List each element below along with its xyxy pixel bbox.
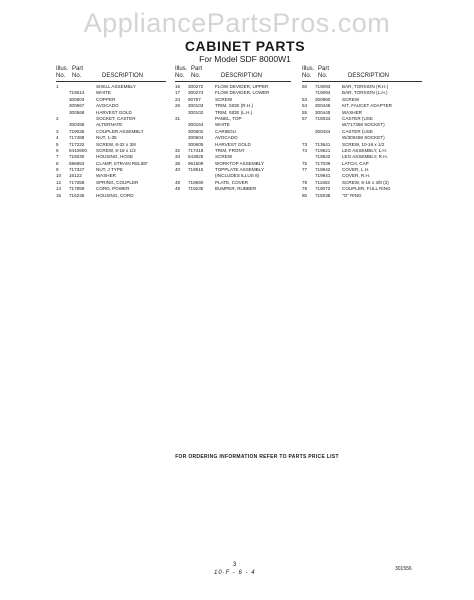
illus-number: 54: [302, 103, 308, 109]
watermark: AppliancePartsPros.com: [83, 8, 391, 38]
illus-number: 14: [56, 186, 62, 192]
parts-row: [175, 186, 291, 192]
part-description: SPRING, COUPLER: [96, 179, 139, 185]
header-no: No.: [302, 73, 312, 79]
header-part: Part: [72, 66, 84, 72]
part-number: 300604: [188, 135, 204, 141]
part-description: COVER, L.H.: [342, 167, 370, 173]
part-number: 300164: [188, 122, 204, 128]
part-number: 90767: [188, 96, 201, 102]
illus-number: 53: [302, 96, 308, 102]
part-number: 718034: [315, 115, 331, 121]
part-number: 300102: [188, 109, 204, 115]
part-description: ALTERNATE: [96, 122, 123, 128]
illus-number: 80: [302, 192, 308, 198]
part-number: 716236: [69, 192, 85, 198]
part-description: TRIM, SIDE (L.H.): [215, 109, 253, 115]
part-number: 961509: [188, 160, 204, 166]
part-number: 719622: [315, 154, 331, 160]
part-number: 543826: [188, 154, 204, 160]
page-title: CABINET PARTS: [184, 38, 306, 54]
part-number: 300458: [69, 122, 85, 128]
part-number: 16122: [69, 173, 82, 179]
part-description: LEG ASSEMBLY, R.H.: [342, 154, 388, 160]
illus-number: 24: [175, 96, 181, 102]
part-description: AVOCADO: [96, 103, 119, 109]
parts-column-3: [302, 66, 422, 199]
illus-number: 31: [175, 115, 181, 121]
part-number: 719614: [69, 90, 85, 96]
header-part-no: No.: [191, 73, 201, 79]
part-description: TRIM, FRONT: [215, 147, 245, 153]
part-number: 300424: [315, 128, 331, 134]
illus-number: 4: [56, 135, 59, 141]
part-description: BUMPER, RUBBER: [215, 186, 257, 192]
part-number: 300567: [69, 103, 85, 109]
part-description: SOCKET, CASTER: [96, 115, 136, 121]
part-description: BAR, TORSION (R.H.): [342, 84, 389, 89]
part-description: AVOCADO: [215, 135, 238, 141]
part-description: WASHER: [96, 173, 116, 179]
part-number: 9410600: [69, 147, 87, 153]
column-header: [175, 66, 291, 81]
part-description: NUT, J TYPE: [96, 167, 123, 173]
illus-number: 1: [56, 84, 59, 89]
illus-number: 8: [56, 160, 59, 166]
part-number: 300602: [188, 128, 204, 134]
part-description: SCREW, 8-18 x 3/8 (3): [342, 179, 389, 185]
part-description: CORD, POWER: [96, 186, 130, 192]
part-number: 719094: [315, 90, 331, 96]
part-number: 300890: [315, 96, 331, 102]
part-number: 300445: [315, 109, 331, 115]
part-number: 715038: [315, 192, 331, 198]
header-part: Part: [318, 66, 330, 72]
part-number: 719072: [315, 186, 331, 192]
part-number: 719941: [315, 173, 331, 179]
illus-number: 79: [302, 186, 308, 192]
column-header: [56, 66, 166, 81]
part-description: SCREW, 10-16 x 1/2: [342, 141, 385, 147]
illus-number: 36: [175, 160, 181, 166]
header-rule: [302, 81, 422, 82]
header-illus: Illus.: [56, 66, 69, 72]
part-number: 300274: [188, 90, 204, 96]
header-no: No.: [175, 73, 185, 79]
part-number: 717327: [69, 167, 85, 173]
illus-number: 10: [56, 173, 62, 179]
part-description: TRIM, SIDE (R.H.): [215, 103, 254, 109]
header-part-no: No.: [72, 73, 82, 79]
part-number: 300603: [69, 96, 85, 102]
part-description: HARVEST GOLD: [215, 141, 251, 147]
illus-number: 16: [175, 84, 181, 89]
part-description: WHITE: [96, 90, 111, 96]
part-description: (INCLUDES ILLUS 8): [215, 173, 260, 179]
part-description: W/300458 SOCKET): [342, 135, 385, 141]
illus-number: 17: [175, 90, 181, 96]
illus-number: 40: [175, 167, 181, 173]
part-description: HOUSING, HOSE: [96, 154, 134, 160]
part-description: HOUSING, CORD: [96, 192, 134, 198]
handwritten-note: 10·F - 6 - 4: [214, 570, 256, 576]
header-illus: Illus.: [302, 66, 315, 72]
parts-row: [56, 193, 166, 199]
illus-number: 9: [56, 167, 59, 173]
illus-number: 6: [56, 147, 59, 153]
part-description: FLOW DEVIDER, LOWER: [215, 90, 270, 96]
header-part: Part: [191, 66, 203, 72]
illus-number: 32: [175, 147, 181, 153]
part-number: 719515: [188, 167, 204, 173]
part-description: COUPLER, FULL RING: [342, 186, 391, 192]
ordering-note: FOR ORDERING INFORMATION REFER TO PARTS PRICE LIST: [175, 454, 339, 460]
part-number: 300568: [69, 109, 85, 115]
part-description: PLATE, COVER: [215, 179, 249, 185]
part-number: 719235: [188, 186, 204, 192]
parts-row: [302, 193, 422, 199]
part-number: 713641: [315, 141, 331, 147]
illus-number: 55: [302, 109, 308, 115]
part-description: SCREW: [215, 154, 233, 160]
part-number: 717358: [69, 179, 85, 185]
part-description: HARVEST GOLD: [96, 109, 132, 115]
illus-number: 34: [175, 154, 181, 160]
part-number: 300446: [315, 103, 331, 109]
part-description: WORKTOP ASSEMBLY: [215, 160, 265, 166]
illus-number: 12: [56, 179, 62, 185]
part-description: FLOW DEVIDER, UPPER: [215, 84, 269, 89]
illus-number: 26: [175, 103, 181, 109]
illus-number: 77: [302, 167, 308, 173]
part-number: 717418: [188, 147, 204, 153]
illus-number: 49: [175, 186, 181, 192]
part-number: 711602: [315, 179, 330, 185]
header-rule: [56, 81, 166, 82]
part-description: SCREW: [215, 96, 233, 102]
part-number: 300272: [188, 84, 204, 89]
header-no: No.: [56, 73, 66, 79]
illus-number: 7: [56, 154, 59, 160]
illus-number: 3: [56, 128, 59, 134]
illus-number: 5: [56, 141, 59, 147]
part-description: CLAMP, STRAIN RELIEF: [96, 160, 148, 166]
part-description: WHITE: [215, 122, 230, 128]
part-description: BAR, TORSION (L.H.): [342, 90, 388, 96]
page-number: 3: [233, 562, 237, 568]
illus-number: 73: [302, 141, 308, 147]
header-description: DESCRIPTION: [102, 73, 144, 79]
column-header: [302, 66, 422, 81]
illus-number: 50: [302, 84, 308, 89]
parts-column-2: [175, 66, 291, 193]
illus-number: 75: [302, 160, 308, 166]
part-description: WASHER: [342, 109, 362, 115]
illus-number: 78: [302, 179, 308, 185]
part-description: LATCH, CAP: [342, 160, 369, 166]
illus-number: 2: [56, 115, 59, 121]
parts-column-1: [56, 66, 166, 199]
header-rule: [175, 81, 291, 82]
part-description: NUT, 1-35: [96, 135, 117, 141]
part-number: 719036: [69, 128, 85, 134]
part-number: 717232: [69, 141, 85, 147]
part-number: 300605: [188, 141, 204, 147]
part-description: KIT, FAUCET ADAPTER: [342, 103, 392, 109]
part-number: 719093: [315, 84, 331, 89]
illus-number: 15: [56, 192, 62, 198]
part-description: "O" RING: [342, 192, 362, 198]
part-description: LEG ASSEMBLY, L.H.: [342, 147, 388, 153]
part-description: SCREW, 8-18 x 1/2: [96, 147, 136, 153]
part-description: COVER, R.H.: [342, 173, 371, 179]
part-description: COPPER: [96, 96, 116, 102]
part-description: SHELL ASSEMBLY: [96, 84, 136, 89]
part-number: 300103: [188, 103, 204, 109]
part-number: 717039: [315, 160, 331, 166]
part-description: CASTER (USE: [342, 115, 373, 121]
part-number: 716030: [69, 154, 85, 160]
illus-number: 48: [175, 179, 181, 185]
part-description: W/717358 SOCKET): [342, 122, 385, 128]
header-description: DESCRIPTION: [221, 73, 263, 79]
part-description: CASTER (USE: [342, 128, 373, 134]
document-code: 301556: [395, 566, 412, 572]
part-number: 719690: [188, 179, 204, 185]
part-description: SCREW, 8-32 x 3/8: [96, 141, 136, 147]
part-description: COUPLER ASSEMBLY: [96, 128, 144, 134]
header-part-no: No.: [318, 73, 328, 79]
illus-number: 57: [302, 115, 308, 121]
model-subtitle: For Model SDF 8000W1: [199, 54, 291, 64]
part-number: 596953: [69, 160, 85, 166]
illus-number: 74: [302, 147, 308, 153]
part-description: SCREW: [342, 96, 360, 102]
part-number: 719621: [315, 147, 331, 153]
part-description: CARIBOU: [215, 128, 236, 134]
part-number: 717488: [69, 135, 85, 141]
part-description: PANEL, TOP: [215, 115, 242, 121]
part-number: 717859: [69, 186, 85, 192]
header-illus: Illus.: [175, 66, 188, 72]
part-description: TOPPLATE ASSEMBLY: [215, 167, 265, 173]
header-description: DESCRIPTION: [348, 73, 390, 79]
part-number: 719942: [315, 167, 331, 173]
